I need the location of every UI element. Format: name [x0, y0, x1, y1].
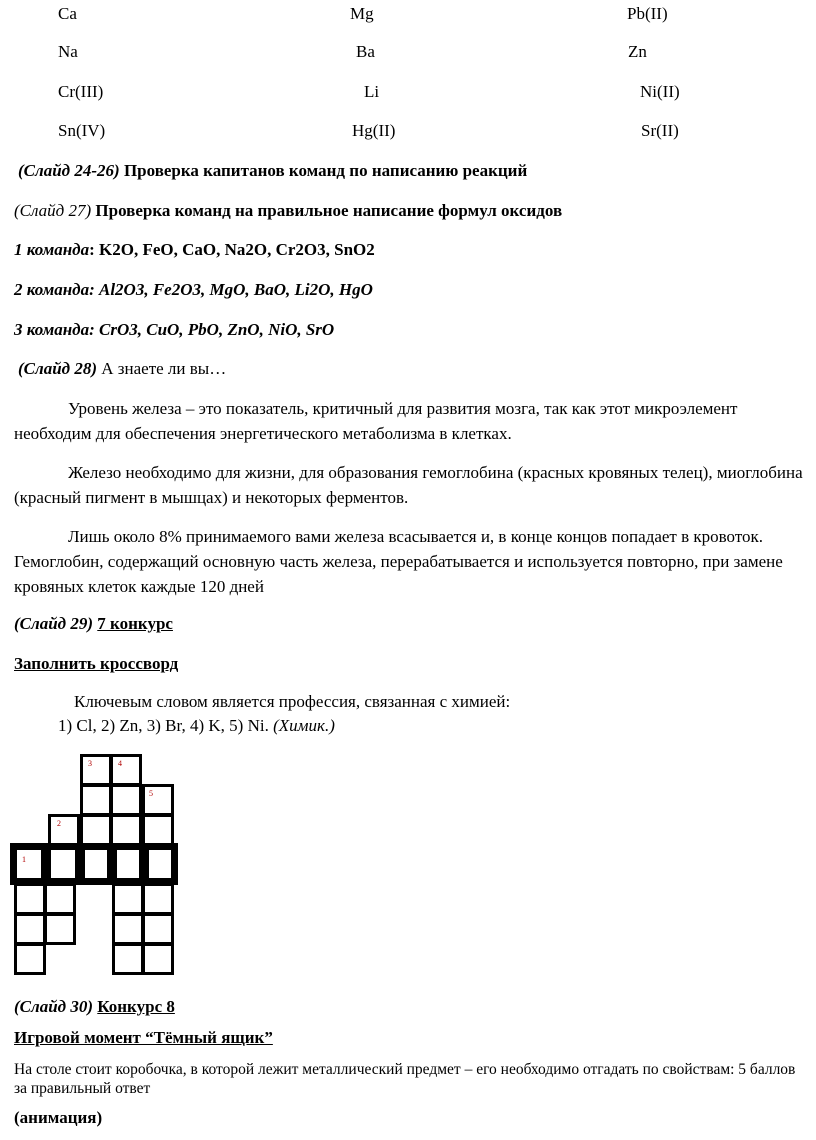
fact-paragraph — [14, 460, 804, 510]
game-description: На столе стоит коробочка, в которой лежит металлический предмет – его необходимо отгадать по свойствам: 5 баллов за правильный ответ — [14, 1061, 796, 1097]
slide-ref: (Слайд 28) — [18, 359, 98, 378]
fact-paragraph — [14, 524, 804, 599]
clues-line — [58, 716, 335, 736]
crossword-number: 2 — [57, 819, 61, 828]
slide-30-heading — [14, 997, 175, 1017]
crossword-keyword-cell — [44, 843, 82, 885]
element-cell: Pb(II) — [627, 4, 668, 23]
crossword-cell — [142, 883, 174, 915]
crossword-keyword-cell — [78, 843, 114, 885]
crossword-keyword-cell — [142, 843, 178, 885]
fact-text: Лишь около 8% принимаемого вами железа всасывается и, в конце концов попадает в кровоток. Гемоглобин, содержащий основную часть железа, перерабатывается и используется повторно, при замене кровяных клеток каждые 120 дней — [14, 527, 783, 596]
crossword-cell — [48, 814, 80, 846]
crossword-cell — [14, 883, 46, 915]
crossword-cell — [80, 814, 112, 846]
crossword-cell — [142, 943, 174, 975]
element-cell: Ca — [58, 4, 77, 23]
crossword-cell — [110, 754, 142, 786]
crossword-number: 3 — [88, 759, 92, 768]
crossword-number: 1 — [22, 855, 26, 864]
element-cell: Na — [58, 42, 78, 61]
animation-note: (анимация) — [14, 1108, 103, 1127]
fact-text: Уровень железа – это показатель, критичный для развития мозга, так как этот микроэлемент необходим для обеспечения энергетического метаболизма в клетках. — [14, 399, 738, 443]
crossword-cell — [80, 754, 112, 786]
element-cell: Li — [364, 82, 380, 101]
team-3-line: 3 команда: CrO3, CuO, PbO, ZnO, NiO, SrO — [14, 320, 335, 339]
keyword-line: Ключевым словом является профессия, связанная с химией: — [74, 692, 511, 711]
element-cell: Cr(III) — [58, 82, 104, 101]
element-cell: Mg — [350, 4, 374, 23]
slide-text: А знаете ли вы… — [97, 359, 227, 378]
crossword-keyword-cell — [10, 843, 48, 885]
element-cell: Sn(IV) — [58, 121, 106, 140]
contest-title: Конкурс 8 — [97, 997, 175, 1016]
slide-text: Проверка команд на правильное написание формул оксидов — [91, 201, 563, 220]
element-cell: Ba — [356, 42, 375, 61]
slide-24-heading — [18, 161, 527, 181]
element-cell: Zn — [628, 42, 647, 61]
element-cell: Hg(II) — [352, 121, 396, 140]
crossword-number: 4 — [118, 759, 122, 768]
crossword-number: 5 — [149, 789, 153, 798]
slide-text: Проверка капитанов команд по написанию реакций — [119, 161, 528, 180]
crossword-cell — [112, 943, 144, 975]
slide-ref: (Слайд 24-26) — [18, 161, 120, 180]
slide-ref: (Слайд 27) — [14, 201, 92, 220]
element-cell: Ni(II) — [640, 82, 680, 101]
element-cell: Sr(II) — [641, 121, 679, 140]
contest-title: 7 конкурс — [97, 614, 173, 633]
crossword-cell — [112, 883, 144, 915]
slide-27-heading — [14, 201, 562, 221]
team-formulas: : K2O, FeO, CaO, Na2O, Cr2O3, SnO2 — [89, 240, 375, 259]
crossword-cell — [142, 913, 174, 945]
crossword-cell — [110, 784, 142, 816]
crossword-title: Заполнить кроссворд — [14, 654, 179, 673]
clues-answer: (Химик.) — [273, 716, 335, 735]
crossword-cell — [142, 814, 174, 846]
team-label: 1 команда — [14, 240, 90, 259]
crossword-cell — [110, 814, 142, 846]
slide-28-heading — [18, 359, 226, 379]
clues-text: 1) Cl, 2) Zn, 3) Вr, 4) K, 5) Ni. — [58, 716, 274, 735]
fact-paragraph — [14, 396, 804, 446]
crossword-cell — [142, 784, 174, 816]
crossword-cell — [80, 784, 112, 816]
team-1-line — [14, 240, 375, 260]
crossword-cell — [14, 943, 46, 975]
crossword-cell — [44, 883, 76, 915]
slide-29-heading — [14, 614, 173, 634]
crossword-keyword-cell — [110, 843, 146, 885]
slide-ref: (Слайд 29) — [14, 614, 94, 633]
crossword-cell — [44, 913, 76, 945]
fact-text: Железо необходимо для жизни, для образования гемоглобина (красных кровяных телец), миоглобина (красный пигмент в мышцах) и некоторых ферментов. — [14, 463, 803, 507]
slide-ref: (Слайд 30) — [14, 997, 94, 1016]
game-title: Игровой момент “Тёмный ящик” — [14, 1028, 273, 1047]
crossword-cell — [14, 913, 46, 945]
crossword-cell — [112, 913, 144, 945]
team-2-line: 2 команда: Al2O3, Fe2O3, MgO, BaO, Li2O, HgO — [14, 280, 373, 299]
